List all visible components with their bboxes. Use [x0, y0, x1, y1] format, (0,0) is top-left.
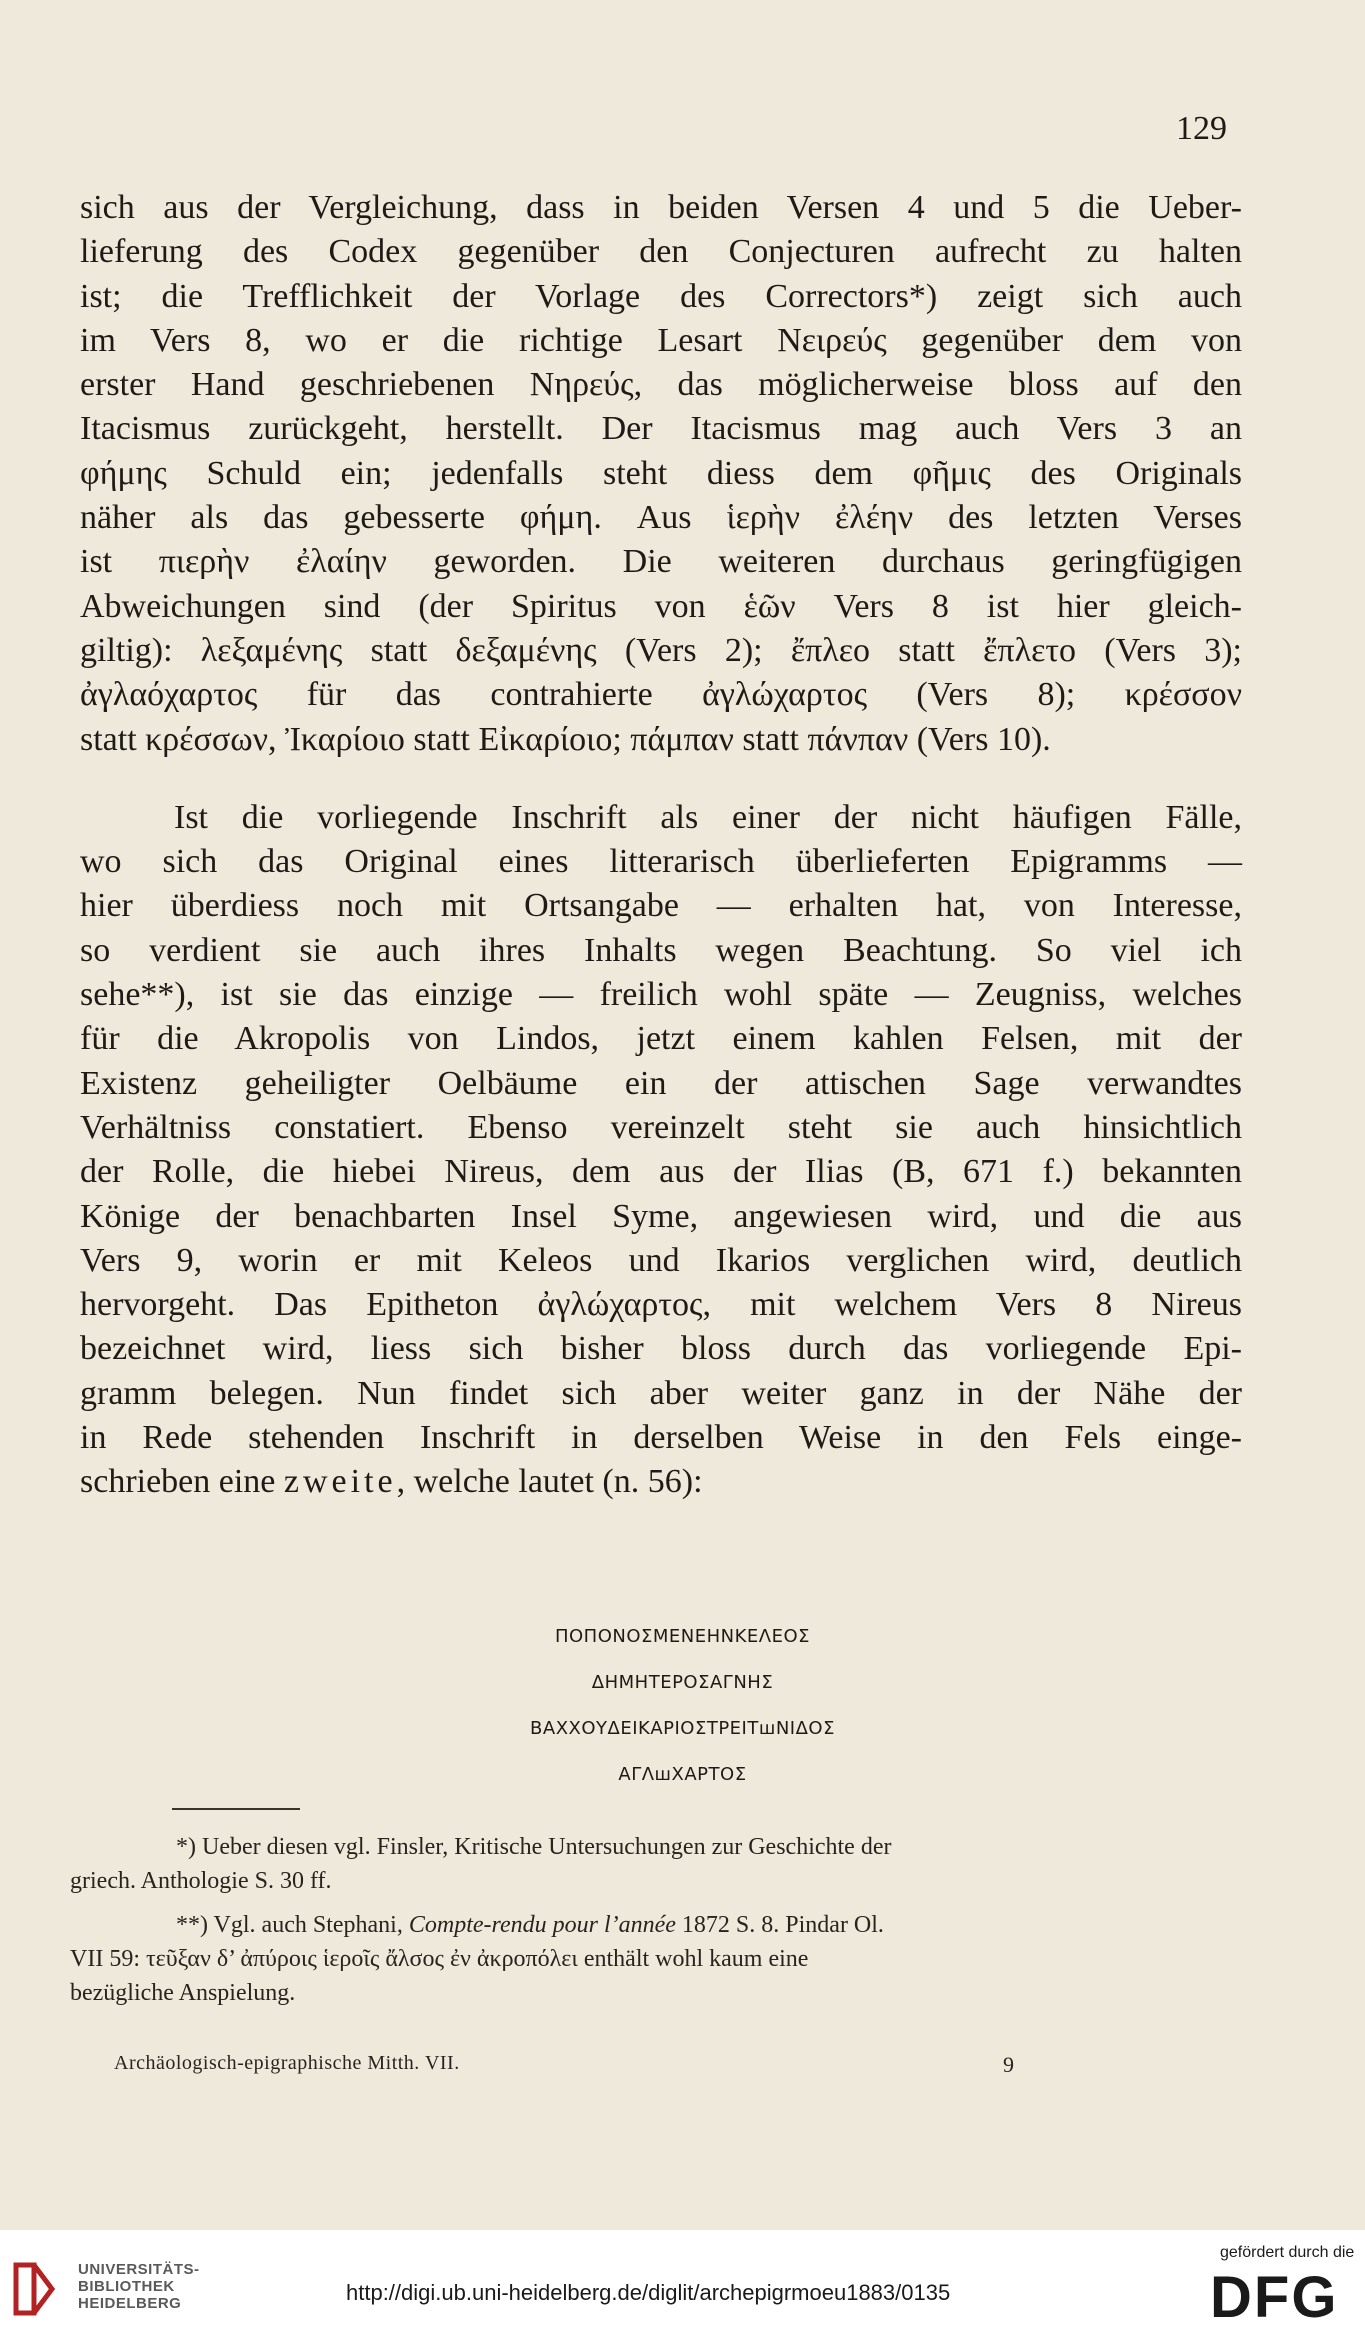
- text-line: sich aus der Vergleichung, dass in beiden Versen 4 und 5 die Ueber-: [80, 189, 1242, 226]
- running-footer: Archäologisch-epigraphische Mitth. VII.: [114, 2052, 460, 2074]
- text-fragment: , welche lautet (n. 56):: [396, 1463, 703, 1501]
- text-line: der Rolle, die hiebei Nireus, dem aus der Ilias (B, 671 f.) bekannten: [80, 1153, 1242, 1191]
- inscription-line: ΑΓΛꟺΧΑΡΤΟΣ: [618, 1764, 747, 1785]
- footnote-line: VII 59: τεῦξαν δ’ ἀπύροις ἱεροῖς ἄλσος ἐν ἀκροπόλει enthält wohl kaum eine: [70, 1946, 809, 1972]
- text-line: so verdient sie auch ihres Inhalts wegen Beachtung. So viel ich: [80, 931, 1242, 969]
- text-line: hervorgeht. Das Epitheton ἀγλώχαρτος, mit welchem Vers 8 Nireus: [80, 1286, 1242, 1324]
- footnote-line: griech. Anthologie S. 30 ff.: [70, 1868, 332, 1894]
- text-line: Könige der benachbarten Insel Syme, angewiesen wird, und die aus: [80, 1197, 1242, 1235]
- library-name-line: HEIDELBERG: [78, 2295, 182, 2312]
- text-line: giltig): λεξαμένης statt δεξαμένης (Vers 2); ἔπλεο statt ἔπλετο (Vers 3);: [80, 631, 1242, 669]
- text-line: hier überdiess noch mit Ortsangabe — erhalten hat, von Interesse,: [80, 887, 1242, 925]
- university-library-logo-icon[interactable]: [10, 2259, 58, 2319]
- text-line: φήμης Schuld ein; jedenfalls steht diess dem φῆμις des Originals: [80, 454, 1242, 492]
- text-line: ist; die Trefflichkeit der Vorlage des Correctors*) zeigt sich auch: [80, 277, 1242, 315]
- italic-title: Compte-rendu pour l’année: [408, 1912, 676, 1938]
- text-line: statt κρέσσων, Ἰκαρίοιο statt Εἰκαρίοιο; πάμπαν statt πάνπαν (Vers 10).: [80, 720, 1051, 758]
- text-fragment: **) Vgl. auch Stephani,: [176, 1912, 409, 1938]
- text-line: Ist die vorliegende Inschrift als einer der nicht häufigen Fälle,: [174, 798, 1242, 836]
- text-line: in Rede stehenden Inschrift in derselben Weise in den Fels einge-: [80, 1419, 1242, 1457]
- footnote-1: [70, 1830, 1230, 1898]
- text-fragment: 1872 S. 8. Pindar Ol.: [675, 1912, 884, 1938]
- text-line: für die Akropolis von Lindos, jetzt einem kahlen Felsen, mit der: [80, 1020, 1242, 1058]
- text-line: erster Hand geschriebenen Νηρεύς, das möglicherweise bloss auf den: [80, 366, 1242, 404]
- text-line: gramm belegen. Nun findet sich aber weiter ganz in der Nähe der: [80, 1374, 1242, 1412]
- text-line: näher als das gebesserte φήμη. Aus ἱερὴν ἐλέην des letzten Verses: [80, 499, 1242, 537]
- body-text: [80, 186, 1242, 1505]
- dfg-logo[interactable]: DFG: [1210, 2265, 1339, 2330]
- footnote-line: [70, 1908, 1230, 1942]
- text-line: Existenz geheiligter Oelbäume ein der attischen Sage verwandtes: [80, 1064, 1242, 1102]
- library-name-line: BIBLIOTHEK: [78, 2278, 175, 2295]
- text-line: lieferung des Codex gegenüber den Conjecturen aufrecht zu halten: [80, 233, 1242, 271]
- inscription-text: [0, 1614, 1365, 1798]
- text-line: Abweichungen sind (der Spiritus von ἑῶν Vers 8 ist hier gleich-: [80, 587, 1242, 625]
- footnote-divider: [172, 1808, 300, 1810]
- paragraph-2-last-line: [80, 1460, 1242, 1504]
- text-line: sehe**), ist sie das einzige — freilich wohl späte — Zeugniss, welches: [80, 976, 1242, 1014]
- text-line: Vers 9, worin er mit Keleos und Ikarios verglichen wird, deutlich: [80, 1241, 1242, 1279]
- text-line: bezeichnet wird, liess sich bisher bloss durch das vorliegende Epi-: [80, 1330, 1242, 1368]
- library-name-line: UNIVERSITÄTS-: [78, 2261, 200, 2278]
- text-line: ἀγλαόχαρτος für das contrahierte ἀγλώχαρτος (Vers 8); κρέσσον: [80, 676, 1242, 714]
- text-line: ist πιερὴν ἐλαίην geworden. Die weiteren durchaus geringfügigen: [80, 543, 1242, 581]
- text-line: wo sich das Original eines litterarisch überlieferten Epigramms —: [80, 843, 1242, 881]
- page-number: 129: [1176, 110, 1227, 147]
- text-line: im Vers 8, wo er die richtige Lesart Νειρεύς gegenüber dem von: [80, 321, 1242, 359]
- permalink-url[interactable]: http://digi.ub.uni-heidelberg.de/diglit/archepigrmoeu1883/0135: [346, 2280, 951, 2305]
- inscription-line: ΒΑΧΧΟΥΔΕΙΚΑΡΙΟΣΤΡΕΙΤꟺΝΙΔΟΣ: [530, 1718, 835, 1739]
- footnote-line: *) Ueber diesen vgl. Finsler, Kritische Untersuchungen zur Geschichte der: [176, 1834, 892, 1860]
- footnote-line: bezügliche Anspielung.: [70, 1980, 296, 2006]
- paragraph-2-lines: [80, 796, 1242, 1460]
- paragraph-2: [80, 796, 1242, 1505]
- text-line: Verhältniss constatiert. Ebenso vereinzelt steht sie auch hinsichtlich: [80, 1108, 1242, 1146]
- footnote-2: [70, 1908, 1230, 2010]
- paragraph-1: [80, 186, 1242, 762]
- spaced-word: zweite: [283, 1463, 397, 1501]
- text-fragment: schrieben eine: [80, 1463, 284, 1501]
- sponsor-label: gefördert durch die: [1220, 2244, 1355, 2261]
- inscription-line: ΠΟΠΟΝΟΣΜΕΝΕΗΝΚΕΛΕΟΣ: [554, 1626, 811, 1647]
- inscription-line: ΔΗΜΗΤΕΡΟΣΑΓΝΗΣ: [591, 1672, 774, 1693]
- university-library-name: [78, 2261, 200, 2312]
- footnotes: [70, 1830, 1230, 2020]
- text-line: Itacismus zurückgeht, herstellt. Der Itacismus mag auch Vers 3 an: [80, 410, 1242, 448]
- signature-mark: 9: [1003, 2052, 1014, 2077]
